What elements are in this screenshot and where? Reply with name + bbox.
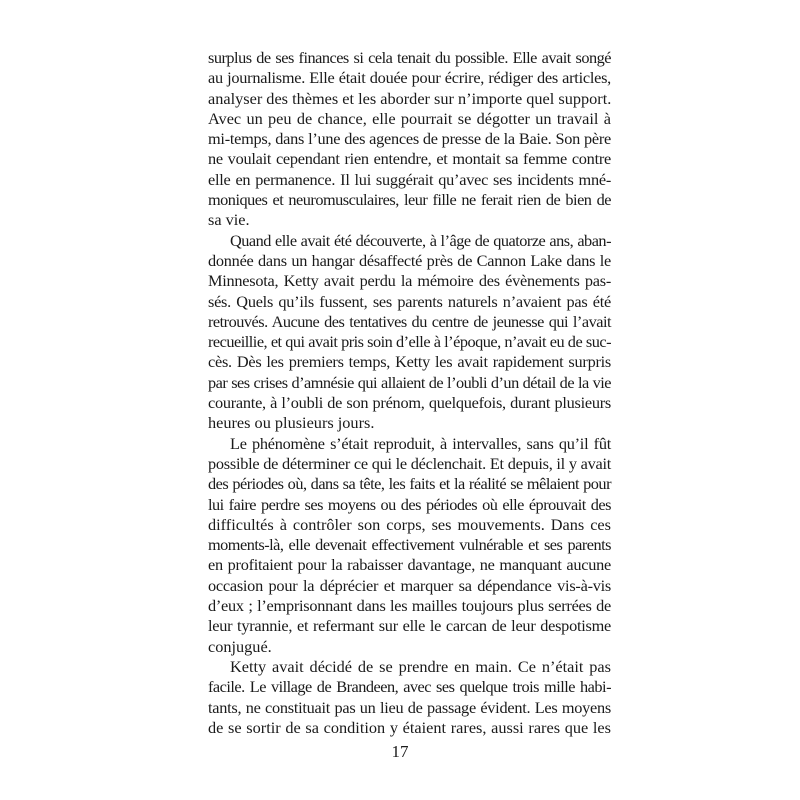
text-line: Le phénomène s’était reproduit, à intervalles, sans qu’il fût <box>230 433 611 453</box>
text-line: Avec un peu de chance, elle pourrait se dégotter un travail à <box>208 108 611 128</box>
text-line: courante, à l’oubli de son prénom, quelquefois, durant plusieurs <box>208 393 611 413</box>
text-line: sa vie. <box>208 210 250 230</box>
text-line: retrouvés. Aucune des tentatives du centre de jeunesse qui l’avait <box>208 311 611 331</box>
text-line: recueillie, et qui avait pris soin d’elle à l’époque, n’avait eu de suc- <box>208 332 611 352</box>
text-line: conjugué. <box>208 636 272 656</box>
text-line: facile. Le village de Brandeen, avec ses quelque trois mille habi- <box>208 677 611 697</box>
text-line: de se sortir de sa condition y étaient rares, aussi rares que les <box>208 717 611 737</box>
text-line: au journalisme. Elle était douée pour écrire, rédiger des articles, <box>208 68 611 88</box>
text-line: leur tyrannie, et refermant sur elle le carcan de leur despotisme <box>208 616 611 636</box>
text-line: Quand elle avait été découverte, à l’âge de quatorze ans, aban- <box>230 230 611 250</box>
text-line: par ses crises d’amnésie qui allaient de l’oubli d’un détail de la vie <box>208 372 611 392</box>
text-line: surplus de ses finances si cela tenait du possible. Elle avait songé <box>208 48 611 67</box>
text-line: occasion pour la déprécier et marquer sa dépendance vis-à-vis <box>208 575 611 595</box>
text-line: sés. Quels qu’ils fussent, ses parents naturels n’avaient pas été <box>208 291 611 311</box>
text-line: en profitaient pour la rabaisser davantage, ne manquant aucune <box>208 555 611 575</box>
text-line: tants, ne constituait pas un lieu de passage évident. Les moyens <box>208 697 611 717</box>
text-line: Minnesota, Ketty avait perdu la mémoire des évènements pas- <box>208 271 611 291</box>
text-line: moments-là, elle devenait effectivement vulnérable et ses parents <box>208 535 611 555</box>
text-line: heures ou plusieurs jours. <box>208 413 375 433</box>
text-line: ne voulait cependant rien entendre, et montait sa femme contre <box>208 149 611 169</box>
text-line: mi-temps, dans l’une des agences de presse de la Baie. Son père <box>208 129 611 149</box>
text-line: possible de déterminer ce qui le déclenchait. Et depuis, il y avait <box>208 453 611 473</box>
text-line: cès. Dès les premiers temps, Ketty les avait rapidement surpris <box>208 352 611 372</box>
page-number: 17 <box>391 742 409 761</box>
text-line: des périodes où, dans sa tête, les faits et la réalité se mêlaient pour <box>208 474 611 494</box>
text-line: elle en permanence. Il lui suggérait qu’avec ses incidents mné- <box>208 169 611 189</box>
text-line: analyser des thèmes et les aborder sur n’importe quel support. <box>208 88 612 108</box>
text-line: difficultés à contrôler son corps, ses mouvements. Dans ces <box>208 514 611 534</box>
text-line: donnée dans un hangar désaffecté près de Cannon Lake dans le <box>208 250 611 270</box>
text-line: lui faire perdre ses moyens ou des périodes où elle éprouvait des <box>208 494 611 514</box>
text-line: Ketty avait décidé de se prendre en main. Ce n’était pas <box>230 656 611 676</box>
body-text <box>208 48 611 738</box>
text-line: d’eux ; l’emprisonnant dans les mailles toujours plus serrées de <box>208 596 611 616</box>
text-line: moniques et neuromusculaires, leur fille ne ferait rien de bien de <box>208 190 611 210</box>
